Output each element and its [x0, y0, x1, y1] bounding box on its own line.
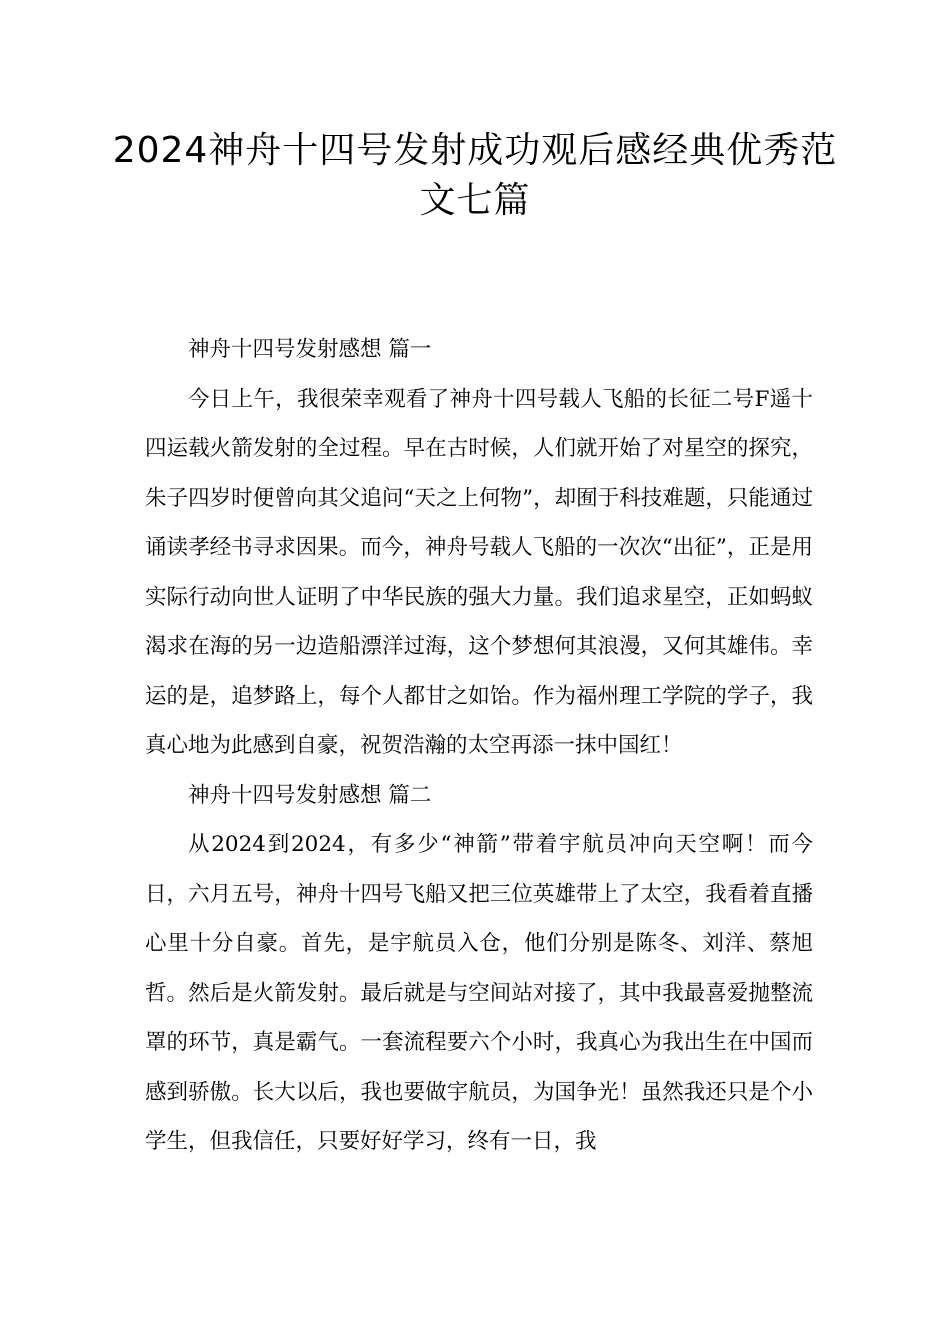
- section-1-paragraph: 今日上午，我很荣幸观看了神舟十四号载人飞船的长征二号F遥十四运载火箭发射的全过程。早在古时候，人们就开始了对星空的探究，朱子四岁时便曾向其父追问“天之上何物”，却囿于科技难题，只能通过诵读孝经书寻求因果。而今，神舟号载人飞船的一次次“出征”，正是用实际行动向世人证明了中华民族的强大力量。我们追求星空，正如蚂蚁渴求在海的另一边造船漂洋过海，这个梦想何其浪漫，又何其雄伟。幸运的是，追梦路上，每个人都甘之如饴。作为福州理工学院的学子，我真心地为此感到自豪，祝贺浩瀚的太空再添一抹中国红！: [145, 386, 813, 758]
- section-heading-2: 神舟十四号发射感想 篇二: [188, 782, 432, 808]
- document-title: 2024神舟十四号发射成功观后感经典优秀范文七篇: [112, 130, 838, 221]
- document-body: [145, 325, 813, 1167]
- section-2-paragraph: 从2024到2024，有多少“神箭”带着宇航员冲向天空啊！而今日，六月五号，神舟十四号飞船又把三位英雄带上了太空，我看着直播心里十分自豪。首先，是宇航员入仓，他们分别是陈冬、刘洋、蔡旭哲。然后是火箭发射。最后就是与空间站对接了，其中我最喜爱抛整流罩的环节，真是霸气。一套流程要六个小时，我真心为我出生在中国而感到骄傲。长大以后，我也要做宇航员，为国争光！虽然我还只是个小学生，但我信任，只要好好学习，终有一日，我: [145, 832, 813, 1154]
- section-heading-1: 神舟十四号发射感想 篇一: [188, 337, 432, 362]
